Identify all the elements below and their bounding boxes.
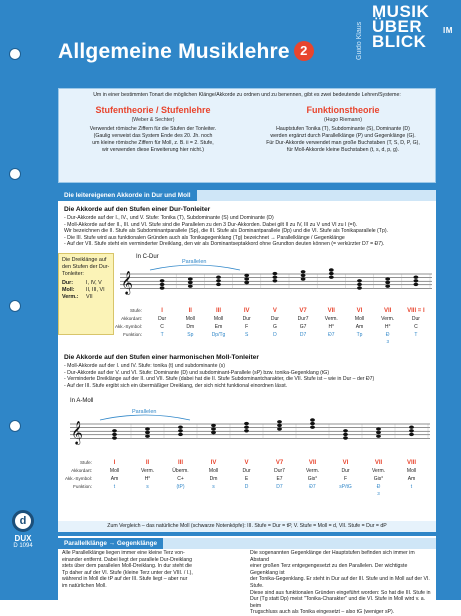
function-label: S	[245, 332, 249, 338]
chord-note	[385, 281, 390, 284]
chord-type-label: Moll	[109, 468, 120, 474]
function-label: Đ	[376, 484, 381, 490]
chord-note	[160, 279, 165, 282]
chord-note	[277, 427, 282, 430]
funktionstheorie-heading: Funktionstheorie	[306, 105, 380, 115]
chord-note	[112, 433, 117, 436]
funktionstheorie-text: Hauptstufen Tonika (T), Subdominante (S), Dominante (D) werden ergänzt durch Parallelklänge (P) und Gegenklänge (G). Für Dur-Akkorde verwendet man große Buchstaben (T, S, D, P, G), für Moll-Akkorde kleine Buchstaben (t, s, d, p, g).	[266, 126, 420, 153]
chord-note	[145, 431, 150, 434]
binder-hole	[9, 420, 21, 432]
stufe-label: VII	[308, 460, 317, 466]
function-label: D	[244, 484, 249, 490]
chord-symbol-label: C	[414, 324, 418, 330]
chord-note	[414, 276, 419, 279]
moll-staff-lines	[65, 409, 430, 496]
function-label: Đ7	[328, 332, 335, 338]
parallel-label: Parallelen	[182, 259, 207, 265]
row-label: Akk.-Symbol:	[64, 476, 92, 481]
chord-note	[310, 418, 315, 421]
chord-note	[211, 424, 216, 427]
chord-note	[145, 427, 150, 430]
row-label: Stufe:	[129, 308, 142, 313]
section-tab: Parallelklänge → Gegenklänge	[58, 538, 163, 549]
chord-type-label: Verm.	[305, 468, 320, 474]
function-label: D	[273, 332, 277, 338]
chord-note	[329, 268, 334, 271]
chord-note	[385, 277, 390, 280]
function-label: t	[410, 484, 413, 490]
chord-note	[178, 426, 183, 429]
chord-note	[357, 279, 362, 282]
chord-note	[329, 272, 334, 275]
parallel-arc	[150, 265, 240, 270]
natural-minor-comparison: Zum Vergleich – das natürliche Moll (schwarze Notenköpfe): III. Stufe = Dur = tP, V. Stufe = Moll = d, VII. Stufe = Dur = dP	[58, 521, 436, 532]
chord-note	[244, 277, 249, 280]
row-label: Akkordart:	[71, 468, 92, 473]
chord-note	[301, 277, 306, 280]
function-label: s	[146, 484, 149, 490]
chord-type-label: Dur	[411, 316, 420, 322]
chord-symbol-label: H°	[384, 324, 391, 330]
chord-note	[216, 279, 221, 282]
binder-hole	[9, 48, 21, 60]
chord-note	[343, 429, 348, 432]
moll-staff-diagram	[64, 394, 436, 518]
chord-type-label: Verm.	[140, 468, 155, 474]
page-title: Allgemeine Musiklehre 2	[58, 40, 314, 64]
section-header-bar	[58, 538, 436, 549]
chord-note	[160, 283, 165, 286]
chord-type-label: Dur7	[274, 468, 285, 474]
chord-type-label: Moll	[213, 316, 224, 322]
chord-note	[273, 279, 278, 282]
intro-box	[58, 88, 436, 183]
row-label: Funktion:	[73, 484, 92, 489]
stufentheorie-text: Verwendet römische Ziffern für die Stufen der Tonleiter. (Gaulig verweist das System Ende des 20. Jh. noch um kleine römische Ziffern für Moll, z. B. ii = 2. Stufe, wir verwenden diese Erweiterung hier nicht.)	[89, 126, 217, 153]
chord-note	[376, 435, 381, 438]
chord-note	[357, 283, 362, 286]
chord-symbol-label: F	[245, 324, 249, 330]
stufe-label: V7	[275, 460, 284, 466]
function-label: Sp	[187, 332, 194, 338]
parallels-section	[58, 536, 436, 616]
chord-type-label: Moll	[354, 316, 365, 322]
chord-symbol-label: Dm	[209, 476, 218, 482]
chord-note	[145, 435, 150, 438]
stufe-label: III	[177, 460, 184, 466]
chord-type-label: Verm.	[381, 316, 395, 322]
stufe-label: II	[188, 308, 192, 314]
stufe-label: I	[113, 460, 116, 466]
stufe-label: VII	[384, 308, 392, 314]
binder-hole	[9, 168, 21, 180]
dur-staff-diagram	[114, 250, 436, 348]
chord-note	[244, 274, 249, 277]
chord-symbol-label: F	[343, 476, 348, 482]
chord-note	[376, 427, 381, 430]
stufentheorie-heading: Stufentheorie / Stufenlehre	[95, 105, 211, 115]
stufe-label: V	[244, 460, 249, 466]
chord-type-label: Dur	[242, 468, 251, 474]
chord-note	[216, 276, 221, 279]
chord-symbol-label: E	[244, 476, 249, 482]
stufe-label: IV	[243, 308, 250, 314]
function-label: T	[414, 332, 418, 338]
dur-staff-lines	[115, 259, 432, 344]
chord-symbol-label: Em	[214, 324, 223, 330]
chord-note	[385, 285, 390, 288]
treble-clef-icon: 𝄞	[71, 422, 83, 444]
section-tab: Die leitereigenen Akkorde in Dur und Moll	[58, 190, 197, 201]
chord-type-label: Dur7	[297, 316, 309, 322]
function-label: D7	[299, 332, 307, 338]
chord-type-label: Moll	[406, 468, 417, 474]
chord-note	[112, 436, 117, 439]
chord-note	[160, 286, 165, 289]
function-label: Đ	[385, 332, 390, 338]
chord-note	[301, 270, 306, 273]
author-name: Guido Klaus	[356, 21, 363, 60]
row-label: Stufe:	[79, 460, 92, 465]
function-label: Tp	[356, 332, 363, 338]
binder-hole	[9, 300, 21, 312]
dur-block-title: Die Akkorde auf den Stufen einer Dur-Tonleiter	[64, 206, 211, 213]
dur-key-label: In C-Dur	[136, 254, 159, 260]
chord-symbol-label: Am	[407, 476, 416, 482]
function-label: D7	[276, 484, 283, 490]
parallels-text: Alle Parallelklänge liegen immer eine kleine Terz von- einander entfernt. Dabei liegt der parallele Dur-Dreiklang stets über dem parallelen Moll-Dreiklang. In dur steht die Tp daher auf der VI. Stufe (kleine Terz unter der VIII. / I.), während in Moll die tP auf der III. Stufe liegt – aber nur im natürlichen Moll.	[62, 550, 193, 589]
chord-symbol-label: Dm	[186, 324, 195, 330]
moll-block-title: Die Akkorde auf den Stufen einer harmonischen Moll-Tonleiter	[64, 354, 259, 361]
publisher-logo: d DUX D 1094	[6, 510, 40, 549]
chord-type-label: Moll	[185, 316, 195, 322]
function-label: t	[113, 484, 116, 490]
row-label: Akk.-Symbol:	[114, 324, 142, 329]
chord-type-label: Dur	[270, 316, 279, 322]
chord-note	[409, 426, 414, 429]
gegenklaenge-text: Die sogenannten Gegenklänge der Hauptstufen befinden sich immer im Abstand einer großen Terz entgegengesetzt zu den Parallelen. Der wichtigste Gegenklang ist der Tonika-Gegenklang. Er steht in Dur auf der III. Stufe und in Moll auf der VI. Stufe. Diese sind aus funktionalen Gründen eingeführt worden: So hat die III. Stufe in Dur (Tg statt Dp) meist "Tonika-Charakter" und die VI. Stufe in Moll wird v. a. beim Trugschluss auch als Tonika eingesetzt – also tG (weniger sP).	[250, 550, 431, 616]
moll-key-label: In A-Moll	[70, 398, 94, 404]
chord-symbol-label: C	[160, 324, 164, 330]
stufe-label: II	[145, 460, 150, 466]
chord-symbol-label: H°	[328, 324, 335, 330]
chord-note	[409, 429, 414, 432]
stufe-label: III	[215, 308, 222, 314]
treble-clef-icon: 𝄞	[121, 272, 133, 294]
chords-section	[58, 190, 436, 532]
parallel-arc	[100, 415, 190, 420]
chord-note	[244, 281, 249, 284]
chord-symbol-label: H°	[144, 476, 151, 482]
funktionstheorie-column	[255, 105, 431, 154]
chord-symbol-label: Gis°	[373, 476, 384, 482]
chord-symbol-label: G7	[299, 324, 307, 330]
chord-type-label: Dur	[242, 316, 251, 322]
stufe-label: V	[272, 308, 277, 314]
stufe-label: V7	[299, 308, 307, 314]
chord-note	[357, 286, 362, 289]
chord-note	[188, 285, 193, 288]
parallel-label: Parallelen	[132, 409, 157, 415]
chord-symbol-label: C+	[177, 476, 184, 482]
chord-note	[244, 422, 249, 425]
chord-note	[414, 279, 419, 282]
stufe-label: VII	[374, 460, 383, 466]
chord-note	[343, 436, 348, 439]
function-label: T	[160, 332, 164, 338]
dur-chords-callout: Die Dreiklänge auf den Stufen der Dur-Tonleiter: Dur: I, IV, V Moll: II, III, VI Verm.: VII	[58, 253, 114, 335]
sheet-number-badge: 2	[294, 41, 314, 61]
stufe-label: IV	[210, 460, 217, 466]
chord-symbol-label: Am	[110, 476, 119, 482]
chord-note	[112, 429, 117, 432]
moll-bullet-list: - Moll-Akkorde auf der I. und IV. Stufe: tonika (t) und subdominante (s) - Dur-Akkorde auf der V. und VI. Stufe: Dominante (D) und subdominant-Parallele (sP) bzw. tonika-Gegenklang (tG) - Verminderte Dreiklänge auf der II. und VII. Stufe (dabei hat die II. Stufe Subdominantcharakter, die VII. Stufe ist – wie in Dur – der Đ7) - Auf der III. Stufe ergibt sich ein übermäßiger Dreiklang, der sich nicht funktional einordnen lässt.	[64, 363, 375, 389]
chord-type-label: Überm.	[172, 468, 189, 474]
chord-note	[277, 420, 282, 423]
chord-note	[178, 433, 183, 436]
chord-note	[414, 283, 419, 286]
row-label: Funktion:	[123, 332, 142, 337]
chord-note	[301, 274, 306, 277]
chord-note	[310, 422, 315, 425]
chord-note	[277, 424, 282, 427]
function-label: s	[212, 484, 215, 490]
chord-type-label: Dur	[341, 468, 350, 474]
stufe-label: I	[161, 308, 163, 314]
chord-type-label: Dur	[158, 316, 167, 322]
chord-note	[244, 429, 249, 432]
chord-note	[211, 431, 216, 434]
chord-type-label: Moll	[208, 468, 219, 474]
stufentheorie-column	[65, 105, 241, 154]
chord-symbol-label: Gis°	[307, 476, 318, 482]
chord-note	[188, 277, 193, 280]
chord-note	[273, 272, 278, 275]
dur-bullet-list: - Dur-Akkorde auf der I., IV., und V. Stufe: Tonika (T), Subdominante (S) und Dominante (D) - Moll-Akkorde auf der II., III. und VI. Stufe sind die Parallelen zu den 3 Dur-Akkorden. Dabei gilt II zu IV, III zu V und VI zu I (=I). Wir bezeichnen die II. Stufe als Subdominantparallele (Sp), die III. Stufe als Dominantparallele (Dp) und die VI. Stufe als Tonikaparallele (Tp). - Die III. Stufe wird aus funktionalen Gründen auch als Tonikagegenklang (Tg) bezeichnet → Parallelklänge / Gegenklänge - Auf der VII. Stufe steht ein verminderter Dreiklang, den wir als Dominantseptakkord ohne Grundton deuten können (= verkürzter D7 = Đ7).	[64, 215, 389, 248]
chord-note	[376, 431, 381, 434]
chord-note	[273, 276, 278, 279]
function-label: sP/tG	[339, 484, 352, 490]
section-header-bar	[58, 190, 436, 201]
chord-note	[310, 426, 315, 429]
function-extra-label: 3	[377, 491, 380, 496]
series-logo: MUSIK IM ÜBER BLICK	[372, 2, 453, 51]
stufe-label: VI	[342, 460, 349, 466]
function-label: (tP)	[176, 484, 185, 490]
stufe-label: VIII	[406, 460, 417, 466]
chord-note	[216, 283, 221, 286]
chord-note	[188, 281, 193, 284]
chord-type-label: Verm.	[371, 468, 386, 474]
function-label: Dp/Tg	[211, 332, 226, 338]
stufe-label: VIII = I	[407, 308, 425, 314]
chord-symbol-label: Am	[355, 324, 364, 330]
chord-note	[343, 433, 348, 436]
chord-note	[178, 429, 183, 432]
funktionstheorie-author: (Hugo Riemann)	[323, 117, 363, 123]
chord-type-label: Verm.	[324, 316, 338, 322]
chord-note	[409, 433, 414, 436]
function-extra-label: 3	[386, 339, 389, 344]
stufe-label: VII	[327, 308, 335, 314]
chord-note	[211, 427, 216, 430]
stufe-label: VI	[356, 308, 363, 314]
row-label: Akkordart:	[121, 316, 142, 321]
intro-lead-text: Um in einer bestimmten Tonart die möglichen Klänge/Akkorde zu ordnen und zu benennen, gibt es zwei bedeutende Lehren/Systeme:	[93, 92, 401, 98]
chord-note	[329, 276, 334, 279]
stufentheorie-authors: (Weber & Sechter)	[131, 117, 175, 123]
chord-note	[244, 426, 249, 429]
function-label: Đ7	[309, 484, 316, 490]
chord-symbol-label: E7	[276, 476, 283, 482]
chord-symbol-label: G	[272, 324, 277, 330]
